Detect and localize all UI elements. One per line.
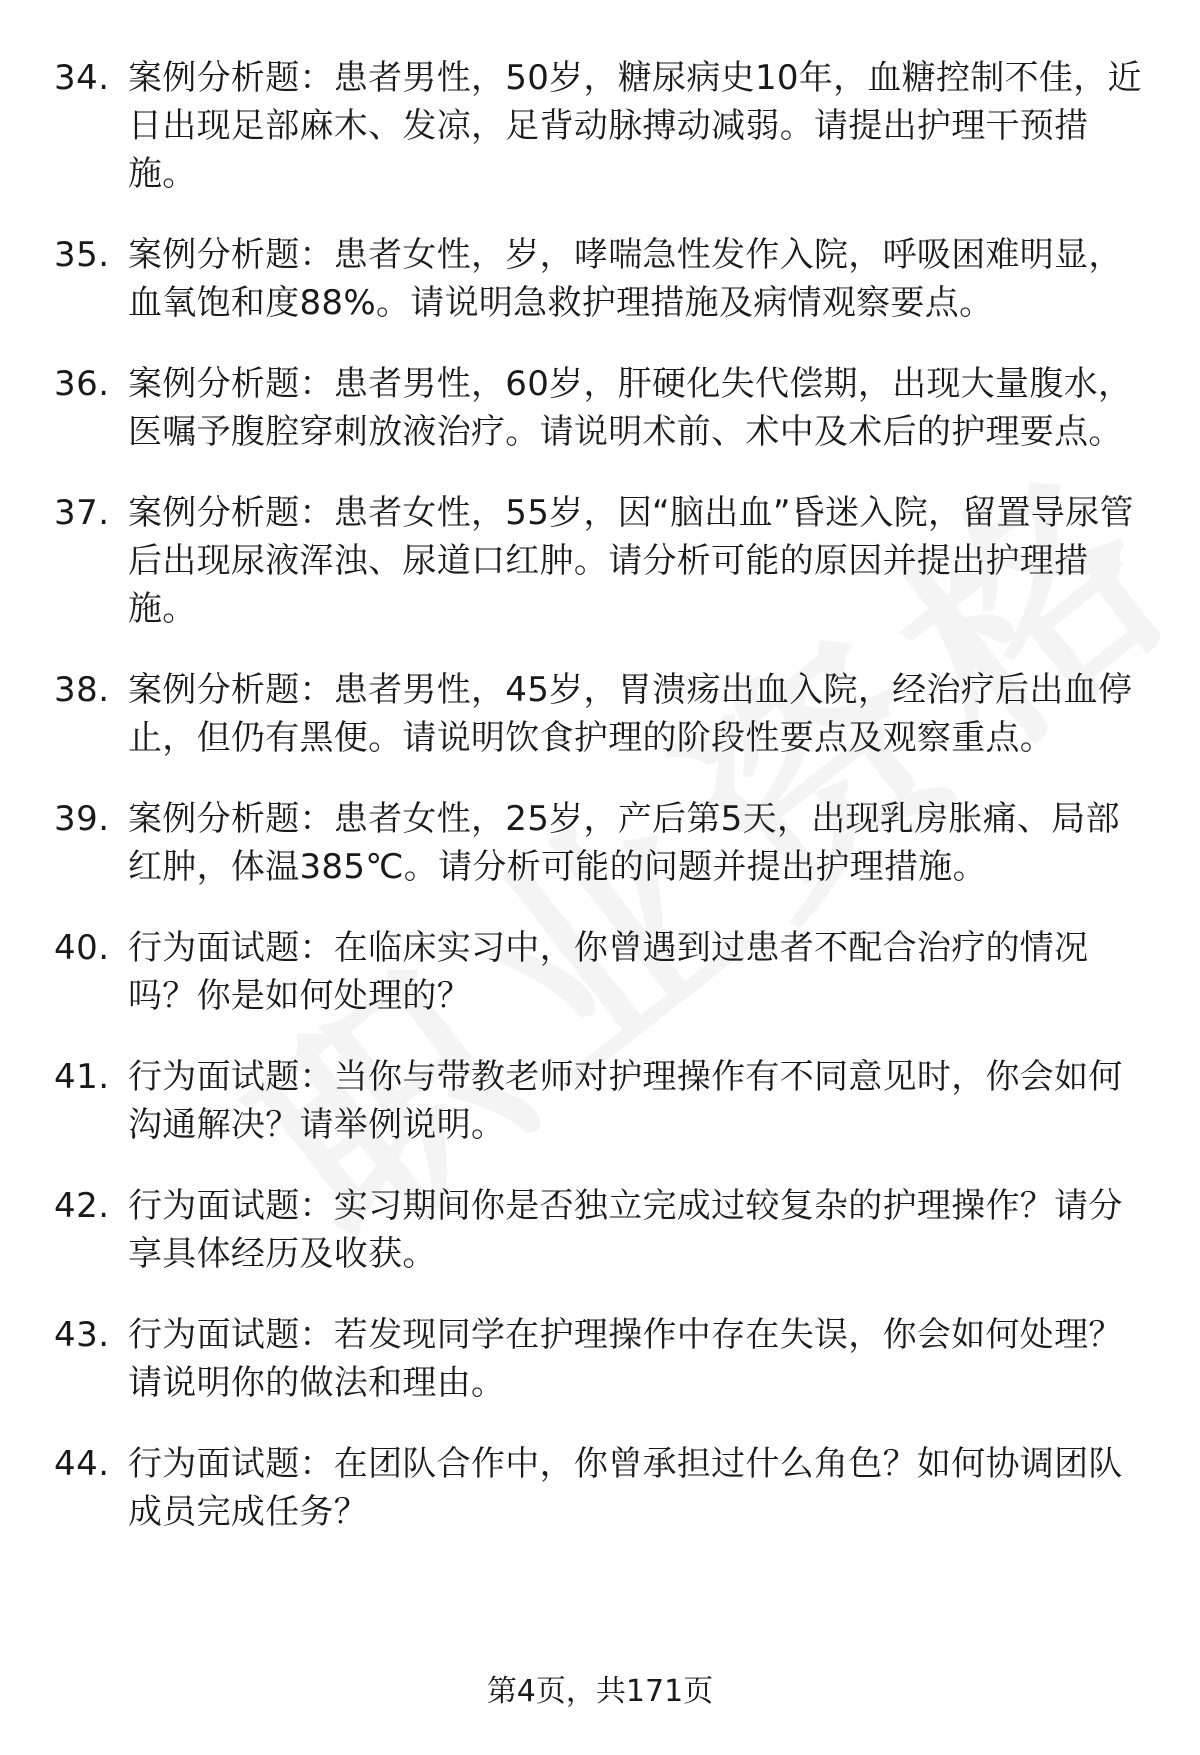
question-number: 35. [54, 235, 110, 275]
question-text: 案例分析题：患者男性，60岁，肝硬化失代偿期，出现大量腹水，医嘱予腹腔穿刺放液治疗。请说明术前、术中及术后的护理要点。 [128, 364, 1133, 452]
question-text: 行为面试题：当你与带教老师对护理操作有不同意见时，你会如何沟通解决？请举例说明。 [128, 1057, 1123, 1145]
question-text: 案例分析题：患者男性，45岁，胃溃疡出血入院，经治疗后出血停止，但仍有黑便。请说明饮食护理的阶段性要点及观察重点。 [128, 670, 1133, 758]
question-text: 案例分析题：患者女性，岁，哮喘急性发作入院，呼吸困难明显，血氧饱和度88%。请说明急救护理措施及病情观察要点。 [128, 235, 1123, 323]
question-item [0, 924, 1200, 1020]
question-number: 41. [54, 1057, 110, 1097]
question-text: 行为面试题：在团队合作中，你曾承担过什么角色？如何协调团队成员完成任务？ [128, 1444, 1123, 1532]
question-text: 行为面试题：在临床实习中，你曾遇到过患者不配合治疗的情况吗？你是如何处理的？ [128, 928, 1089, 1016]
question-number: 39. [54, 799, 110, 839]
question-number: 43. [54, 1315, 110, 1355]
question-item [0, 795, 1200, 891]
question-item [0, 1182, 1200, 1278]
question-list [0, 54, 1200, 1569]
question-item [0, 489, 1200, 633]
question-text: 行为面试题：若发现同学在护理操作中存在失误，你会如何处理？请说明你的做法和理由。 [128, 1315, 1123, 1403]
question-item [0, 1311, 1200, 1407]
question-number: 38. [54, 670, 110, 710]
question-item [0, 666, 1200, 762]
question-text: 案例分析题：患者男性，50岁，糖尿病史10年，血糖控制不佳，近日出现足部麻木、发凉，足背动脉搏动减弱。请提出护理干预措施。 [128, 58, 1142, 194]
question-number: 36. [54, 364, 110, 404]
page-footer: 第4页，共171页 [486, 1674, 714, 1709]
question-number: 37. [54, 493, 110, 533]
question-number: 34. [54, 58, 110, 98]
question-item [0, 1440, 1200, 1536]
question-text: 案例分析题：患者女性，55岁，因“脑出血”昏迷入院，留置导尿管后出现尿液浑浊、尿道口红肿。请分析可能的原因并提出护理措施。 [128, 493, 1134, 629]
question-text: 案例分析题：患者女性，25岁，产后第5天，出现乳房胀痛、局部红肿，体温385℃。请分析可能的问题并提出护理措施。 [128, 799, 1120, 887]
question-item [0, 360, 1200, 456]
question-item [0, 1053, 1200, 1149]
question-text: 行为面试题：实习期间你是否独立完成过较复杂的护理操作？请分享具体经历及收获。 [128, 1186, 1123, 1274]
question-number: 42. [54, 1186, 110, 1226]
question-number: 40. [54, 928, 110, 968]
question-item [0, 54, 1200, 198]
question-item [0, 231, 1200, 327]
question-number: 44. [54, 1444, 110, 1484]
